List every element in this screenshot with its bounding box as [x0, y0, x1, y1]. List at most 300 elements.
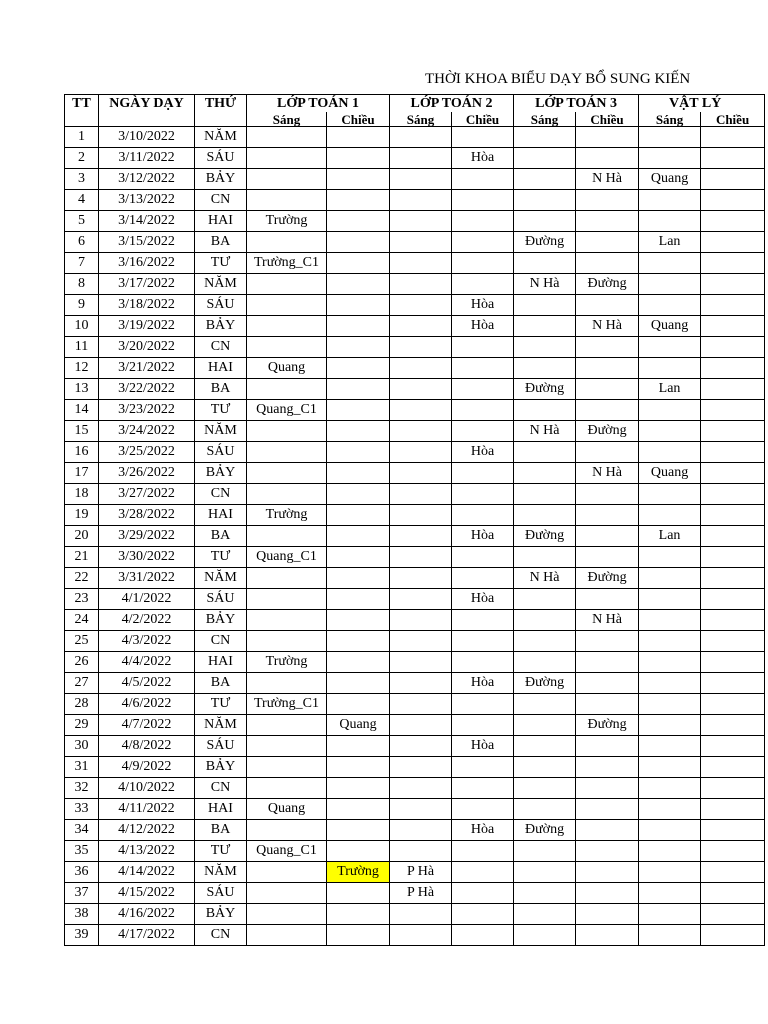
cell-lop2-chieu[interactable]	[452, 715, 514, 736]
cell-vat-ly-sang[interactable]: Quang	[639, 316, 701, 337]
cell-lop3-sang[interactable]: Đường	[514, 673, 576, 694]
cell-lop2-sang[interactable]	[390, 673, 452, 694]
cell-lop3-chieu[interactable]	[576, 799, 639, 820]
cell-thu[interactable]: BA	[195, 232, 247, 253]
cell-vat-ly-chieu[interactable]	[701, 694, 765, 715]
cell-lop2-sang[interactable]	[390, 631, 452, 652]
cell-lop1-chieu[interactable]	[327, 568, 390, 589]
cell-lop2-chieu[interactable]	[452, 337, 514, 358]
cell-lop2-sang[interactable]	[390, 337, 452, 358]
cell-lop2-chieu[interactable]	[452, 400, 514, 421]
cell-tt[interactable]: 3	[65, 169, 99, 190]
cell-vat-ly-chieu[interactable]	[701, 358, 765, 379]
cell-lop1-sang[interactable]: Trường	[247, 652, 327, 673]
cell-lop1-sang[interactable]	[247, 820, 327, 841]
cell-thu[interactable]: CN	[195, 337, 247, 358]
cell-lop1-sang[interactable]	[247, 442, 327, 463]
cell-vat-ly-chieu[interactable]	[701, 568, 765, 589]
cell-lop3-chieu[interactable]	[576, 736, 639, 757]
cell-lop3-chieu[interactable]	[576, 862, 639, 883]
cell-lop1-chieu[interactable]	[327, 820, 390, 841]
cell-lop3-sang[interactable]	[514, 463, 576, 484]
cell-lop2-sang[interactable]	[390, 841, 452, 862]
cell-lop1-sang[interactable]: Trường_C1	[247, 694, 327, 715]
cell-lop3-chieu[interactable]	[576, 148, 639, 169]
cell-vat-ly-sang[interactable]	[639, 400, 701, 421]
cell-vat-ly-sang[interactable]	[639, 148, 701, 169]
cell-lop1-chieu[interactable]	[327, 883, 390, 904]
cell-lop2-sang[interactable]	[390, 274, 452, 295]
cell-lop3-sang[interactable]	[514, 169, 576, 190]
cell-lop2-sang[interactable]	[390, 421, 452, 442]
cell-lop1-sang[interactable]	[247, 148, 327, 169]
cell-lop3-sang[interactable]: Đường	[514, 820, 576, 841]
cell-tt[interactable]: 5	[65, 211, 99, 232]
cell-lop2-chieu[interactable]	[452, 463, 514, 484]
cell-vat-ly-chieu[interactable]	[701, 904, 765, 925]
cell-lop2-sang[interactable]	[390, 547, 452, 568]
cell-vat-ly-sang[interactable]: Quang	[639, 169, 701, 190]
cell-lop1-sang[interactable]	[247, 715, 327, 736]
cell-tt[interactable]: 27	[65, 673, 99, 694]
cell-lop1-chieu[interactable]	[327, 379, 390, 400]
cell-lop1-sang[interactable]	[247, 463, 327, 484]
cell-ngay-day[interactable]: 4/12/2022	[99, 820, 195, 841]
cell-tt[interactable]: 13	[65, 379, 99, 400]
cell-vat-ly-chieu[interactable]	[701, 484, 765, 505]
cell-lop3-chieu[interactable]	[576, 337, 639, 358]
cell-vat-ly-sang[interactable]	[639, 295, 701, 316]
cell-lop2-chieu[interactable]	[452, 799, 514, 820]
cell-thu[interactable]: TƯ	[195, 253, 247, 274]
cell-lop3-chieu[interactable]	[576, 190, 639, 211]
cell-ngay-day[interactable]: 4/7/2022	[99, 715, 195, 736]
cell-vat-ly-sang[interactable]	[639, 589, 701, 610]
cell-vat-ly-sang[interactable]	[639, 799, 701, 820]
cell-lop3-chieu[interactable]	[576, 358, 639, 379]
cell-thu[interactable]: NĂM	[195, 127, 247, 148]
cell-ngay-day[interactable]: 3/24/2022	[99, 421, 195, 442]
cell-thu[interactable]: NĂM	[195, 421, 247, 442]
cell-vat-ly-sang[interactable]	[639, 883, 701, 904]
cell-vat-ly-sang[interactable]	[639, 778, 701, 799]
cell-lop2-chieu[interactable]	[452, 379, 514, 400]
cell-tt[interactable]: 15	[65, 421, 99, 442]
cell-lop2-sang[interactable]	[390, 316, 452, 337]
cell-thu[interactable]: BẢY	[195, 757, 247, 778]
cell-ngay-day[interactable]: 4/14/2022	[99, 862, 195, 883]
cell-vat-ly-chieu[interactable]	[701, 505, 765, 526]
cell-vat-ly-sang[interactable]	[639, 652, 701, 673]
cell-ngay-day[interactable]: 3/16/2022	[99, 253, 195, 274]
cell-lop2-sang[interactable]: P Hà	[390, 862, 452, 883]
cell-lop3-chieu[interactable]	[576, 400, 639, 421]
cell-vat-ly-chieu[interactable]	[701, 862, 765, 883]
cell-thu[interactable]: HAI	[195, 799, 247, 820]
cell-lop1-sang[interactable]	[247, 526, 327, 547]
cell-lop3-sang[interactable]	[514, 253, 576, 274]
cell-lop2-sang[interactable]	[390, 127, 452, 148]
cell-lop1-chieu[interactable]	[327, 673, 390, 694]
cell-ngay-day[interactable]: 3/22/2022	[99, 379, 195, 400]
cell-lop3-sang[interactable]	[514, 715, 576, 736]
cell-lop1-sang[interactable]	[247, 379, 327, 400]
cell-thu[interactable]: SÁU	[195, 295, 247, 316]
cell-lop2-chieu[interactable]	[452, 127, 514, 148]
cell-lop2-chieu[interactable]	[452, 652, 514, 673]
cell-lop2-chieu[interactable]	[452, 505, 514, 526]
cell-lop3-chieu[interactable]	[576, 526, 639, 547]
cell-lop1-chieu[interactable]	[327, 148, 390, 169]
cell-tt[interactable]: 23	[65, 589, 99, 610]
cell-vat-ly-chieu[interactable]	[701, 337, 765, 358]
cell-lop3-chieu[interactable]: N Hà	[576, 316, 639, 337]
cell-lop3-sang[interactable]	[514, 547, 576, 568]
cell-lop2-sang[interactable]	[390, 169, 452, 190]
cell-lop3-chieu[interactable]: N Hà	[576, 610, 639, 631]
cell-lop2-sang[interactable]	[390, 652, 452, 673]
cell-ngay-day[interactable]: 3/12/2022	[99, 169, 195, 190]
cell-lop3-sang[interactable]: N Hà	[514, 568, 576, 589]
cell-lop1-sang[interactable]: Quang_C1	[247, 841, 327, 862]
cell-lop2-chieu[interactable]	[452, 568, 514, 589]
cell-lop2-sang[interactable]	[390, 463, 452, 484]
cell-lop2-chieu[interactable]	[452, 694, 514, 715]
cell-lop2-chieu[interactable]	[452, 883, 514, 904]
cell-tt[interactable]: 29	[65, 715, 99, 736]
cell-lop2-sang[interactable]	[390, 694, 452, 715]
cell-lop2-chieu[interactable]: Hòa	[452, 526, 514, 547]
cell-thu[interactable]: BẢY	[195, 169, 247, 190]
cell-lop2-chieu[interactable]: Hòa	[452, 820, 514, 841]
cell-lop3-sang[interactable]	[514, 148, 576, 169]
cell-lop1-sang[interactable]	[247, 337, 327, 358]
cell-lop2-chieu[interactable]: Hòa	[452, 442, 514, 463]
cell-lop3-sang[interactable]	[514, 505, 576, 526]
cell-lop1-chieu[interactable]: Trường	[327, 862, 390, 883]
cell-lop1-chieu[interactable]	[327, 400, 390, 421]
cell-vat-ly-chieu[interactable]	[701, 799, 765, 820]
cell-lop3-chieu[interactable]	[576, 631, 639, 652]
cell-lop1-sang[interactable]	[247, 673, 327, 694]
cell-vat-ly-chieu[interactable]	[701, 610, 765, 631]
cell-thu[interactable]: CN	[195, 925, 247, 946]
cell-lop3-chieu[interactable]	[576, 295, 639, 316]
cell-ngay-day[interactable]: 3/18/2022	[99, 295, 195, 316]
cell-lop2-sang[interactable]	[390, 778, 452, 799]
cell-lop2-chieu[interactable]	[452, 274, 514, 295]
cell-lop3-sang[interactable]	[514, 652, 576, 673]
cell-ngay-day[interactable]: 4/16/2022	[99, 904, 195, 925]
cell-lop1-chieu[interactable]	[327, 358, 390, 379]
cell-tt[interactable]: 1	[65, 127, 99, 148]
cell-lop2-sang[interactable]	[390, 148, 452, 169]
cell-vat-ly-chieu[interactable]	[701, 463, 765, 484]
cell-lop3-chieu[interactable]: Đường	[576, 568, 639, 589]
cell-ngay-day[interactable]: 3/27/2022	[99, 484, 195, 505]
cell-vat-ly-chieu[interactable]	[701, 925, 765, 946]
cell-lop2-sang[interactable]: P Hà	[390, 883, 452, 904]
cell-lop3-sang[interactable]: Đường	[514, 526, 576, 547]
cell-lop3-chieu[interactable]	[576, 442, 639, 463]
cell-lop3-chieu[interactable]: Đường	[576, 274, 639, 295]
cell-lop2-chieu[interactable]	[452, 862, 514, 883]
cell-lop2-sang[interactable]	[390, 736, 452, 757]
cell-lop2-chieu[interactable]	[452, 211, 514, 232]
cell-vat-ly-sang[interactable]	[639, 673, 701, 694]
cell-lop2-chieu[interactable]: Hòa	[452, 316, 514, 337]
cell-thu[interactable]: HAI	[195, 358, 247, 379]
cell-lop3-sang[interactable]: Đường	[514, 379, 576, 400]
cell-lop2-sang[interactable]	[390, 253, 452, 274]
cell-lop1-chieu[interactable]: Quang	[327, 715, 390, 736]
cell-lop3-sang[interactable]	[514, 589, 576, 610]
cell-ngay-day[interactable]: 3/26/2022	[99, 463, 195, 484]
cell-lop2-chieu[interactable]	[452, 547, 514, 568]
cell-lop1-chieu[interactable]	[327, 631, 390, 652]
cell-lop1-chieu[interactable]	[327, 778, 390, 799]
cell-vat-ly-chieu[interactable]	[701, 442, 765, 463]
cell-lop3-sang[interactable]	[514, 862, 576, 883]
cell-lop2-sang[interactable]	[390, 232, 452, 253]
cell-lop2-sang[interactable]	[390, 358, 452, 379]
cell-tt[interactable]: 10	[65, 316, 99, 337]
cell-lop2-chieu[interactable]: Hòa	[452, 673, 514, 694]
cell-lop1-chieu[interactable]	[327, 925, 390, 946]
cell-lop2-sang[interactable]	[390, 568, 452, 589]
cell-lop1-sang[interactable]	[247, 169, 327, 190]
cell-lop3-chieu[interactable]	[576, 883, 639, 904]
cell-lop3-chieu[interactable]	[576, 547, 639, 568]
cell-lop1-sang[interactable]	[247, 316, 327, 337]
cell-thu[interactable]: CN	[195, 778, 247, 799]
cell-vat-ly-sang[interactable]	[639, 841, 701, 862]
cell-lop1-sang[interactable]	[247, 778, 327, 799]
cell-vat-ly-chieu[interactable]	[701, 736, 765, 757]
cell-lop3-sang[interactable]: N Hà	[514, 421, 576, 442]
cell-tt[interactable]: 38	[65, 904, 99, 925]
cell-ngay-day[interactable]: 4/9/2022	[99, 757, 195, 778]
cell-thu[interactable]: NĂM	[195, 715, 247, 736]
cell-tt[interactable]: 8	[65, 274, 99, 295]
cell-lop3-sang[interactable]	[514, 841, 576, 862]
cell-thu[interactable]: BA	[195, 379, 247, 400]
cell-lop2-sang[interactable]	[390, 799, 452, 820]
cell-thu[interactable]: HAI	[195, 652, 247, 673]
cell-tt[interactable]: 33	[65, 799, 99, 820]
cell-vat-ly-chieu[interactable]	[701, 778, 765, 799]
cell-ngay-day[interactable]: 3/21/2022	[99, 358, 195, 379]
cell-lop3-chieu[interactable]	[576, 127, 639, 148]
cell-lop3-chieu[interactable]	[576, 841, 639, 862]
cell-lop1-chieu[interactable]	[327, 232, 390, 253]
cell-vat-ly-chieu[interactable]	[701, 169, 765, 190]
cell-lop1-chieu[interactable]	[327, 736, 390, 757]
cell-lop1-chieu[interactable]	[327, 274, 390, 295]
cell-vat-ly-sang[interactable]	[639, 274, 701, 295]
cell-lop3-chieu[interactable]	[576, 211, 639, 232]
cell-vat-ly-sang[interactable]	[639, 925, 701, 946]
cell-tt[interactable]: 22	[65, 568, 99, 589]
cell-thu[interactable]: BẢY	[195, 316, 247, 337]
cell-ngay-day[interactable]: 4/13/2022	[99, 841, 195, 862]
cell-vat-ly-chieu[interactable]	[701, 379, 765, 400]
cell-lop3-sang[interactable]	[514, 904, 576, 925]
cell-lop1-chieu[interactable]	[327, 505, 390, 526]
cell-lop1-sang[interactable]	[247, 736, 327, 757]
cell-lop2-chieu[interactable]	[452, 904, 514, 925]
cell-lop1-chieu[interactable]	[327, 841, 390, 862]
cell-thu[interactable]: SÁU	[195, 148, 247, 169]
cell-lop3-chieu[interactable]: Đường	[576, 715, 639, 736]
cell-lop1-chieu[interactable]	[327, 253, 390, 274]
cell-lop2-chieu[interactable]	[452, 841, 514, 862]
cell-lop3-chieu[interactable]	[576, 757, 639, 778]
cell-lop1-sang[interactable]	[247, 862, 327, 883]
cell-ngay-day[interactable]: 4/2/2022	[99, 610, 195, 631]
cell-tt[interactable]: 39	[65, 925, 99, 946]
cell-lop1-sang[interactable]	[247, 190, 327, 211]
cell-thu[interactable]: TƯ	[195, 547, 247, 568]
cell-ngay-day[interactable]: 3/28/2022	[99, 505, 195, 526]
cell-tt[interactable]: 24	[65, 610, 99, 631]
cell-vat-ly-sang[interactable]	[639, 337, 701, 358]
cell-thu[interactable]: NĂM	[195, 274, 247, 295]
cell-lop2-chieu[interactable]	[452, 925, 514, 946]
cell-tt[interactable]: 25	[65, 631, 99, 652]
cell-lop1-sang[interactable]	[247, 568, 327, 589]
cell-lop1-chieu[interactable]	[327, 211, 390, 232]
cell-thu[interactable]: TƯ	[195, 400, 247, 421]
cell-lop3-chieu[interactable]	[576, 694, 639, 715]
cell-lop1-chieu[interactable]	[327, 190, 390, 211]
cell-lop1-chieu[interactable]	[327, 484, 390, 505]
cell-vat-ly-sang[interactable]	[639, 211, 701, 232]
cell-lop2-chieu[interactable]: Hòa	[452, 148, 514, 169]
cell-lop3-sang[interactable]	[514, 631, 576, 652]
cell-vat-ly-chieu[interactable]	[701, 190, 765, 211]
cell-ngay-day[interactable]: 4/11/2022	[99, 799, 195, 820]
cell-tt[interactable]: 14	[65, 400, 99, 421]
cell-ngay-day[interactable]: 3/29/2022	[99, 526, 195, 547]
cell-lop1-chieu[interactable]	[327, 904, 390, 925]
cell-thu[interactable]: NĂM	[195, 862, 247, 883]
cell-ngay-day[interactable]: 3/25/2022	[99, 442, 195, 463]
cell-vat-ly-chieu[interactable]	[701, 148, 765, 169]
cell-vat-ly-sang[interactable]	[639, 421, 701, 442]
cell-lop1-chieu[interactable]	[327, 421, 390, 442]
cell-thu[interactable]: CN	[195, 190, 247, 211]
cell-vat-ly-chieu[interactable]	[701, 211, 765, 232]
cell-lop2-sang[interactable]	[390, 757, 452, 778]
cell-vat-ly-sang[interactable]	[639, 631, 701, 652]
cell-thu[interactable]: BA	[195, 673, 247, 694]
cell-lop3-sang[interactable]	[514, 778, 576, 799]
cell-tt[interactable]: 36	[65, 862, 99, 883]
cell-lop1-sang[interactable]: Quang_C1	[247, 400, 327, 421]
cell-vat-ly-chieu[interactable]	[701, 757, 765, 778]
cell-tt[interactable]: 12	[65, 358, 99, 379]
cell-vat-ly-sang[interactable]: Lan	[639, 232, 701, 253]
cell-ngay-day[interactable]: 3/13/2022	[99, 190, 195, 211]
cell-ngay-day[interactable]: 3/23/2022	[99, 400, 195, 421]
cell-lop1-sang[interactable]: Quang_C1	[247, 547, 327, 568]
cell-ngay-day[interactable]: 3/14/2022	[99, 211, 195, 232]
cell-tt[interactable]: 16	[65, 442, 99, 463]
cell-ngay-day[interactable]: 4/8/2022	[99, 736, 195, 757]
cell-vat-ly-sang[interactable]	[639, 505, 701, 526]
cell-lop3-chieu[interactable]: N Hà	[576, 169, 639, 190]
cell-lop1-chieu[interactable]	[327, 295, 390, 316]
cell-lop1-sang[interactable]	[247, 232, 327, 253]
cell-thu[interactable]: HAI	[195, 505, 247, 526]
cell-lop3-chieu[interactable]	[576, 232, 639, 253]
cell-thu[interactable]: BẢY	[195, 904, 247, 925]
cell-vat-ly-sang[interactable]	[639, 442, 701, 463]
cell-tt[interactable]: 2	[65, 148, 99, 169]
cell-lop2-chieu[interactable]	[452, 358, 514, 379]
cell-vat-ly-chieu[interactable]	[701, 652, 765, 673]
cell-lop1-sang[interactable]: Trường	[247, 211, 327, 232]
cell-tt[interactable]: 9	[65, 295, 99, 316]
cell-lop1-chieu[interactable]	[327, 169, 390, 190]
cell-lop3-chieu[interactable]	[576, 253, 639, 274]
cell-lop1-sang[interactable]	[247, 883, 327, 904]
cell-lop1-chieu[interactable]	[327, 316, 390, 337]
cell-vat-ly-chieu[interactable]	[701, 127, 765, 148]
cell-lop2-sang[interactable]	[390, 526, 452, 547]
cell-lop3-sang[interactable]	[514, 925, 576, 946]
cell-thu[interactable]: TƯ	[195, 841, 247, 862]
cell-vat-ly-sang[interactable]	[639, 484, 701, 505]
cell-lop3-sang[interactable]	[514, 127, 576, 148]
cell-ngay-day[interactable]: 4/1/2022	[99, 589, 195, 610]
cell-lop2-chieu[interactable]: Hòa	[452, 295, 514, 316]
cell-ngay-day[interactable]: 3/31/2022	[99, 568, 195, 589]
cell-lop1-sang[interactable]	[247, 295, 327, 316]
cell-lop2-chieu[interactable]	[452, 484, 514, 505]
cell-lop1-sang[interactable]: Trường_C1	[247, 253, 327, 274]
cell-lop1-chieu[interactable]	[327, 526, 390, 547]
cell-thu[interactable]: BA	[195, 820, 247, 841]
cell-lop3-sang[interactable]: N Hà	[514, 274, 576, 295]
cell-vat-ly-chieu[interactable]	[701, 274, 765, 295]
cell-ngay-day[interactable]: 3/20/2022	[99, 337, 195, 358]
cell-ngay-day[interactable]: 4/5/2022	[99, 673, 195, 694]
cell-lop3-chieu[interactable]: Đường	[576, 421, 639, 442]
cell-lop3-sang[interactable]	[514, 316, 576, 337]
cell-lop1-sang[interactable]	[247, 274, 327, 295]
cell-vat-ly-chieu[interactable]	[701, 400, 765, 421]
cell-tt[interactable]: 32	[65, 778, 99, 799]
cell-lop3-sang[interactable]	[514, 484, 576, 505]
cell-vat-ly-sang[interactable]	[639, 736, 701, 757]
cell-lop1-chieu[interactable]	[327, 547, 390, 568]
cell-vat-ly-sang[interactable]	[639, 820, 701, 841]
cell-lop2-chieu[interactable]	[452, 778, 514, 799]
cell-lop2-chieu[interactable]: Hòa	[452, 589, 514, 610]
cell-tt[interactable]: 7	[65, 253, 99, 274]
cell-tt[interactable]: 31	[65, 757, 99, 778]
cell-lop1-sang[interactable]: Quang	[247, 358, 327, 379]
cell-lop1-sang[interactable]	[247, 631, 327, 652]
cell-lop3-chieu[interactable]	[576, 925, 639, 946]
cell-lop1-sang[interactable]: Trường	[247, 505, 327, 526]
cell-vat-ly-sang[interactable]: Lan	[639, 379, 701, 400]
cell-tt[interactable]: 18	[65, 484, 99, 505]
cell-thu[interactable]: CN	[195, 484, 247, 505]
cell-ngay-day[interactable]: 4/17/2022	[99, 925, 195, 946]
